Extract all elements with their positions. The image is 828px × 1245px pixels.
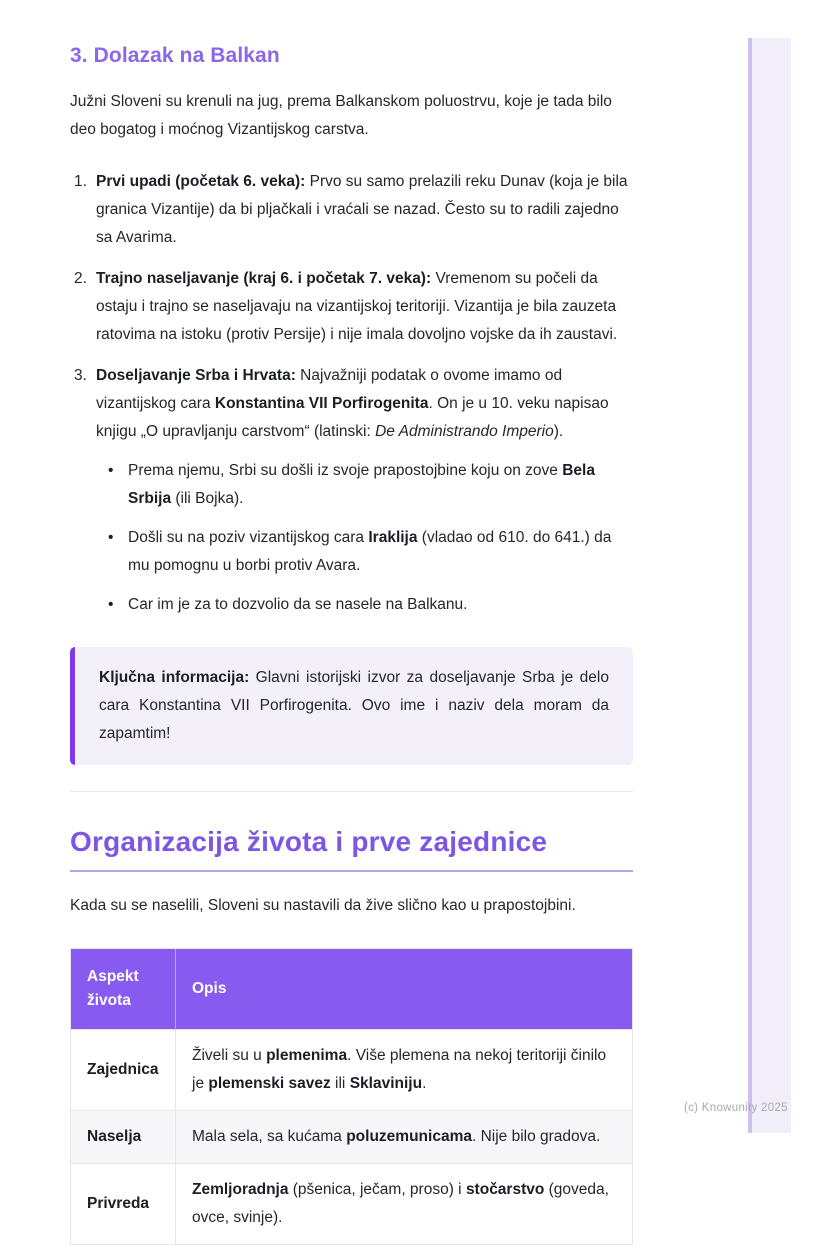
organizacija-intro-paragraph: Kada su se naselili, Sloveni su nastavili da žive slično kao u prapostojbini. <box>70 897 576 914</box>
list-item-text: Doseljavanje Srba i Hrvata: Najvažniji podatak o ovome imamo od vizantijskog cara Konstantina VII Porfirogenita. On je u 10. veku napisao knjigu „O upravljanju carstvom“ (latinski: De Administrando Imperio). <box>96 367 609 440</box>
key-information-callout: Ključna informacija: Glavni istorijski izvor za doseljavanje Srba je delo cara Konstantina VII Porfirogenita. Ovo ime i naziv dela moram da zapamtim! <box>70 647 633 765</box>
aspekt-zivota-table <box>70 948 633 1245</box>
table-cell-opis: Zemljoradnja (pšenica, ječam, proso) i stočarstvo (goveda, ovce, svinje). <box>176 1164 633 1245</box>
table-header-row <box>71 949 633 1030</box>
table-cell-opis: Mala sela, sa kućama poluzemunicama. Nije bilo gradova. <box>176 1111 633 1164</box>
table-row <box>71 1164 633 1245</box>
list-item <box>74 362 633 619</box>
bullet-list <box>102 457 633 619</box>
section-intro-paragraph: Južni Sloveni su krenuli na jug, prema Balkanskom poluostrvu, koje je tada bilo deo bogatog i moćnog Vizantijskog carstva. <box>70 93 612 138</box>
table-row <box>71 1030 633 1111</box>
table-cell-aspect: Zajednica <box>71 1030 176 1111</box>
bullet-item: • Car im je za to dozvolio da se nasele na Balkanu. <box>102 591 633 619</box>
document-content <box>70 44 633 1245</box>
list-item: Trajno naseljavanje (kraj 6. i početak 7. veka): Vremenom su počeli da ostaju i trajno se naseljavaju na vizantijskoj teritoriji. Vizantija je bila zauzeta ratovima na istoku (protiv Persije) i nije imala dovoljno vojske da ih zaustavi. <box>96 270 618 343</box>
bullet-item: • Došli su na poziv vizantijskog cara Iraklija (vladao od 610. do 641.) da mu pomognu u borbi protiv Avara. <box>102 524 633 580</box>
section-heading-dolazak: 3. Dolazak na Balkan <box>70 44 280 67</box>
page-heading-organizacija: Organizacija života i prve zajednice <box>70 826 633 872</box>
table-header-aspekt: Aspekt života <box>71 949 176 1030</box>
table-cell-aspect: Privreda <box>71 1164 176 1245</box>
bullet-item: • Prema njemu, Srbi su došli iz svoje prapostojbine koju on zove Bela Srbija (ili Bojka). <box>102 457 633 513</box>
table-header-opis: Opis <box>176 949 633 1030</box>
table-cell-aspect: Naselja <box>71 1111 176 1164</box>
list-item: Prvi upadi (početak 6. veka): Prvo su samo prelazili reku Dunav (koja je bila granica Vizantije) da bi pljačkali i vraćali se nazad. Često su to radili zajedno sa Avarima. <box>96 173 628 246</box>
page-edge-decoration <box>748 38 791 1133</box>
table-cell-opis: Živeli su u plemenima. Više plemena na nekoj teritoriji činilo je plemenski savez ili Sklaviniju. <box>176 1030 633 1111</box>
copyright-watermark: (c) Knowunity 2025 <box>684 1102 788 1114</box>
section-divider <box>70 791 633 792</box>
table-row <box>71 1111 633 1164</box>
numbered-list <box>74 168 633 619</box>
